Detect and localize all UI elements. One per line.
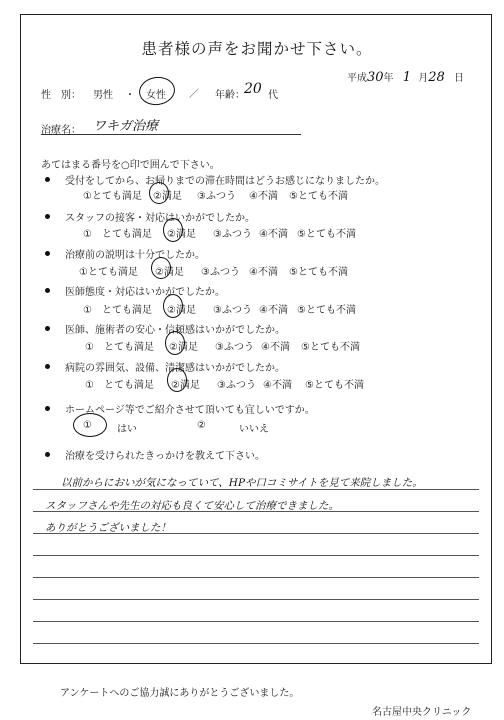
question-bullet: [45, 452, 50, 457]
q3-option-3: ③ふつう: [201, 267, 240, 278]
date-day-unit: 日: [453, 73, 464, 84]
q4-option-2: ②満足: [167, 305, 196, 316]
q5-option-5: ⑤とても不満: [301, 342, 360, 353]
q6-option-2: ②満足: [171, 380, 200, 391]
date-year-unit: 年: [383, 73, 394, 84]
age-value: 20: [244, 81, 262, 97]
q1-option-2: ②満足: [153, 191, 182, 202]
q4-option-5: ⑤とても不満: [297, 305, 356, 316]
gender-male: 男性: [93, 90, 113, 101]
age-label: 年齢：: [215, 90, 245, 101]
question-7: ホームページ等でご紹介させて頂いても宜しいですか。: [65, 405, 315, 416]
date-field: [347, 69, 464, 85]
gender-label: 性 別：: [41, 90, 81, 101]
q5-option-4: ④不満: [261, 342, 290, 353]
separator-slash: ／: [189, 89, 199, 100]
q1-answer-circle: [149, 182, 169, 204]
q5-option-3: ③ふつう: [215, 342, 254, 353]
question-1: 受付をしてから、お帰りまでの滞在時間はどうお感じになりましたか。: [65, 176, 385, 187]
question-8: 治療を受けられたきっかけを教えて下さい。: [65, 451, 265, 462]
q1-option-3: ③ふつう: [197, 191, 236, 202]
q5-option-1: ① とても満足: [85, 342, 154, 353]
q2-option-1: ① とても満足: [83, 229, 152, 240]
comment-line: [33, 643, 479, 644]
q3-option-5: ⑤とても不満: [289, 267, 348, 278]
comment-line: [33, 599, 479, 600]
q7-option-1-label: はい: [117, 424, 137, 435]
q5-option-2: ②満足: [169, 342, 198, 353]
q6-option-3: ③ふつう: [217, 380, 256, 391]
q6-option-1: ① とても満足: [85, 380, 154, 391]
age-unit: 代: [268, 90, 278, 101]
female-selected-circle: [137, 75, 177, 108]
question-5: 医師、施術者の安心・信頼感はいかがでしたか。: [65, 325, 285, 336]
q3-option-4: ④不満: [249, 267, 278, 278]
q1-option-1: ①とても満足: [83, 191, 142, 202]
comment-line-2: スタッフさんや先生の対応も良くて安心して治療できました。: [45, 500, 339, 512]
gender-dot: ・: [125, 90, 135, 101]
question-bullet: [45, 288, 50, 293]
comment-line-1: 以前からにおいが気になっていて、HPや口コミサイトを見て来院しました。: [61, 477, 423, 489]
q6-option-5: ⑤とても不満: [305, 380, 364, 391]
question-bullet: [45, 214, 50, 219]
footer-thanks: アンケートへのご協力誠にありがとうございました。: [60, 688, 300, 699]
q2-option-3: ③ふつう: [213, 229, 252, 240]
q1-option-5: ⑤とても不満: [289, 191, 348, 202]
date-era: 平成: [347, 73, 367, 84]
q4-answer-circle: [163, 294, 183, 318]
question-bullet: [45, 177, 50, 182]
q2-option-2: ②満足: [167, 229, 196, 240]
treatment-label: 治療名：: [41, 125, 81, 136]
q3-option-2: ②満足: [155, 267, 184, 278]
comment-line: [33, 577, 479, 578]
gender-female: 女性: [146, 90, 166, 101]
question-bullet: [45, 364, 50, 369]
q3-answer-circle: [151, 257, 171, 279]
date-month: 1: [402, 70, 412, 85]
question-bullet: [45, 251, 50, 256]
question-4: 医師態度・対応はいかがでしたか。: [65, 287, 225, 298]
q6-answer-circle: [167, 368, 187, 392]
instruction-text: あてはまる番号を○印で囲んで下さい。: [41, 160, 220, 171]
treatment-value: ワキガ治療: [93, 119, 159, 134]
question-bullet: [45, 326, 50, 331]
q7-answer-circle: [73, 413, 107, 437]
comment-line: [33, 555, 479, 556]
q7-option-2-label: いいえ: [239, 424, 269, 435]
question-bullet: [45, 406, 50, 411]
question-3: 治療前の説明は十分でしたか。: [65, 250, 205, 261]
q7-option-2: ②: [197, 420, 206, 431]
q6-option-4: ④不満: [263, 380, 292, 391]
question-2: スタッフの接客・対応はいかがでしたか。: [65, 213, 255, 224]
q2-answer-circle: [163, 218, 183, 242]
date-year: 30: [367, 70, 384, 85]
treatment-underline: [41, 134, 301, 135]
page-title: 患者様の声をお聞かせ下さい。: [141, 40, 373, 58]
date-month-unit: 月: [418, 73, 429, 84]
question-6: 病院の雰囲気、設備、清潔感はいかがでしたか。: [65, 363, 285, 374]
q5-answer-circle: [165, 331, 185, 355]
q1-option-4: ④不満: [249, 191, 278, 202]
q4-option-4: ④不満: [259, 305, 288, 316]
comment-line-3: ありがとうございました！: [45, 522, 171, 534]
survey-sheet: [20, 14, 492, 664]
q7-option-1: ①: [83, 420, 92, 431]
date-day: 28: [428, 70, 445, 85]
q2-option-5: ⑤とても不満: [297, 229, 356, 240]
comment-line: [33, 621, 479, 622]
q3-option-1: ①とても満足: [79, 267, 138, 278]
q4-option-3: ③ふつう: [213, 305, 252, 316]
clinic-name: 名古屋中央クリニック: [372, 707, 472, 718]
q4-option-1: ① とても満足: [83, 305, 152, 316]
q2-option-4: ④不満: [259, 229, 288, 240]
